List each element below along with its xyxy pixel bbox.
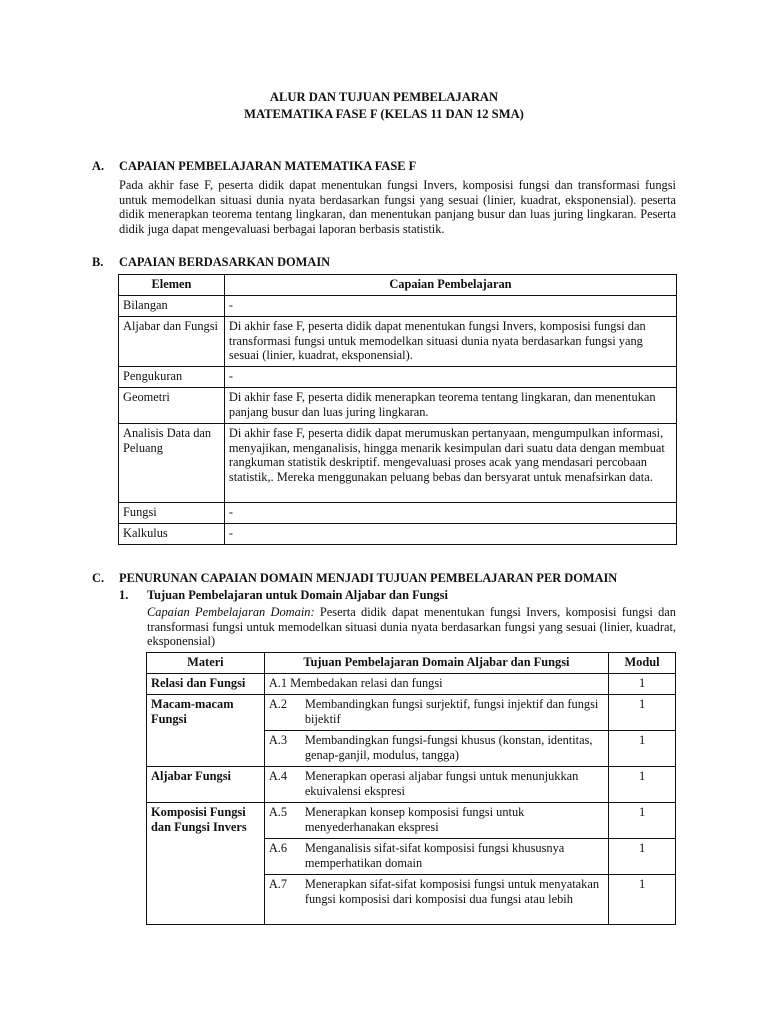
table-row xyxy=(119,317,677,367)
section-c-letter: C. xyxy=(92,571,105,585)
tujuan-cell xyxy=(264,767,608,803)
section-a-letter: A. xyxy=(92,159,105,173)
cp-domain-paragraph xyxy=(147,605,676,649)
materi-cell: Macam-macam Fungsi xyxy=(147,695,265,767)
tujuan-code: A.4 xyxy=(268,769,288,783)
capaian-cell: Di akhir fase F, peserta didik menerapkan teorema tentang lingkaran, dan menentukan panjang busur dan luas juring lingkaran. xyxy=(224,388,676,424)
cp-domain-label: Capaian Pembelajaran Domain: xyxy=(147,605,315,619)
materi-cell: Relasi dan Fungsi xyxy=(147,674,265,695)
table-row xyxy=(147,674,676,695)
elemen-cell: Bilangan xyxy=(119,296,225,317)
table-row xyxy=(119,424,677,503)
table-row xyxy=(119,524,677,545)
materi-cell: Komposisi Fungsi dan Fungsi Invers xyxy=(147,803,265,925)
tujuan-cell xyxy=(264,731,608,767)
tujuan-cell xyxy=(264,674,608,695)
tujuan-cell xyxy=(264,803,608,839)
tujuan-code: A.1 xyxy=(268,676,288,690)
capaian-cell: - xyxy=(224,503,676,524)
table-row xyxy=(147,803,676,839)
section-a-heading: CAPAIAN PEMBELAJARAN MATEMATIKA FASE F xyxy=(119,159,417,173)
section-a-body: Pada akhir fase F, peserta didik dapat menentukan fungsi Invers, komposisi fungsi dan transformasi fungsi untuk memodelkan situasi dunia nyata berdasarkan fungsi yang sesuai (linier, kuadrat, eksponensial). peserta didik menerapkan teorema tentang lingkaran, dan menentukan panjang busur dan luas juring lingkaran. Peserta didik juga dapat mengevaluasi berbagai laporan berbasis statistik. xyxy=(119,178,676,236)
capaian-cell: Di akhir fase F, peserta didik dapat merumuskan pertanyaan, mengumpulkan informasi, menyajikan, menganalisis, hingga menarik kesimpulan dari suatu data dengan membuat rangkuman statistik deskriptif. mengevaluasi proses acak yang mendasari percobaan statistik,. Mereka menggunakan peluang bebas dan bersyarat untuk menafsirkan data. xyxy=(224,424,676,503)
tujuan-text: Membedakan relasi dan fungsi xyxy=(290,676,443,690)
tujuan-text: Menerapkan konsep komposisi fungsi untuk menyederhanakan ekspresi xyxy=(304,805,525,834)
tujuan-text: Menerapkan operasi aljabar fungsi untuk menunjukkan ekuivalensi ekspresi xyxy=(304,769,579,798)
tujuan-code: A.2 xyxy=(268,697,288,711)
tujuan-text: Membandingkan fungsi-fungsi khusus (konstan, identitas, genap-ganjil, modulus, tangga) xyxy=(304,733,593,762)
section-b-letter: B. xyxy=(92,255,104,269)
tujuan-code: A.6 xyxy=(268,841,288,855)
tujuan-text: Membandingkan fungsi surjektif, fungsi injektif dan fungsi bijektif xyxy=(304,697,599,726)
elemen-cell: Fungsi xyxy=(119,503,225,524)
cp-domain-text: Peserta didik dapat menentukan fungsi Invers, komposisi fungsi dan transformasi fungsi untuk memodelkan situasi dunia nyata berdasarkan fungsi yang sesuai (linier, kuadrat, eksponensial) xyxy=(147,605,676,648)
tujuan-code: A.3 xyxy=(268,733,288,747)
materi-cell: Aljabar Fungsi xyxy=(147,767,265,803)
table-row xyxy=(119,503,677,524)
elemen-cell: Kalkulus xyxy=(119,524,225,545)
modul-cell: 1 xyxy=(609,731,676,767)
subsection-number: 1. xyxy=(119,588,129,602)
elemen-cell: Geometri xyxy=(119,388,225,424)
capaian-cell: - xyxy=(224,367,676,388)
modul-cell: 1 xyxy=(609,803,676,839)
tujuan-table xyxy=(146,652,676,925)
capaian-cell: - xyxy=(224,524,676,545)
table-row xyxy=(119,296,677,317)
modul-cell: 1 xyxy=(609,839,676,875)
tujuan-table-header xyxy=(147,653,676,674)
domain-table xyxy=(118,274,677,545)
tujuan-cell xyxy=(264,695,608,731)
column-header-capaian: Capaian Pembelajaran xyxy=(224,275,676,296)
column-header-tujuan: Tujuan Pembelajaran Domain Aljabar dan Fungsi xyxy=(264,653,608,674)
modul-cell: 1 xyxy=(609,674,676,695)
tujuan-cell xyxy=(264,839,608,875)
document-title: ALUR DAN TUJUAN PEMBELAJARAN xyxy=(269,90,499,104)
capaian-cell: Di akhir fase F, peserta didik dapat menentukan fungsi Invers, komposisi fungsi dan transformasi fungsi untuk memodelkan situasi dunia nyata berdasarkan fungsi yang sesuai (linier, kuadrat, eksponensial). xyxy=(224,317,676,367)
subsection-heading: Tujuan Pembelajaran untuk Domain Aljabar dan Fungsi xyxy=(147,588,448,602)
elemen-cell: Analisis Data dan Peluang xyxy=(119,424,225,503)
tujuan-text: Menerapkan sifat-sifat komposisi fungsi untuk menyatakan fungsi komposisi dari komposisi dua fungsi atau lebih xyxy=(304,877,600,906)
table-row xyxy=(119,367,677,388)
tujuan-code: A.7 xyxy=(268,877,288,891)
table-row xyxy=(147,695,676,731)
column-header-materi: Materi xyxy=(147,653,265,674)
tujuan-cell xyxy=(264,875,608,925)
tujuan-text: Menganalisis sifat-sifat komposisi fungsi khususnya memperhatikan domain xyxy=(304,841,565,870)
section-c-heading: PENURUNAN CAPAIAN DOMAIN MENJADI TUJUAN PEMBELAJARAN PER DOMAIN xyxy=(119,571,618,585)
elemen-cell: Pengukuran xyxy=(119,367,225,388)
table-row xyxy=(119,388,677,424)
section-b-heading: CAPAIAN BERDASARKAN DOMAIN xyxy=(119,255,331,269)
column-header-modul: Modul xyxy=(609,653,676,674)
column-header-elemen: Elemen xyxy=(119,275,225,296)
modul-cell: 1 xyxy=(609,767,676,803)
domain-table-header xyxy=(119,275,677,296)
modul-cell: 1 xyxy=(609,875,676,925)
elemen-cell: Aljabar dan Fungsi xyxy=(119,317,225,367)
tujuan-code: A.5 xyxy=(268,805,288,819)
modul-cell: 1 xyxy=(609,695,676,731)
capaian-cell: - xyxy=(224,296,676,317)
table-row xyxy=(147,767,676,803)
document-subtitle: MATEMATIKA FASE F (KELAS 11 DAN 12 SMA) xyxy=(244,107,524,121)
